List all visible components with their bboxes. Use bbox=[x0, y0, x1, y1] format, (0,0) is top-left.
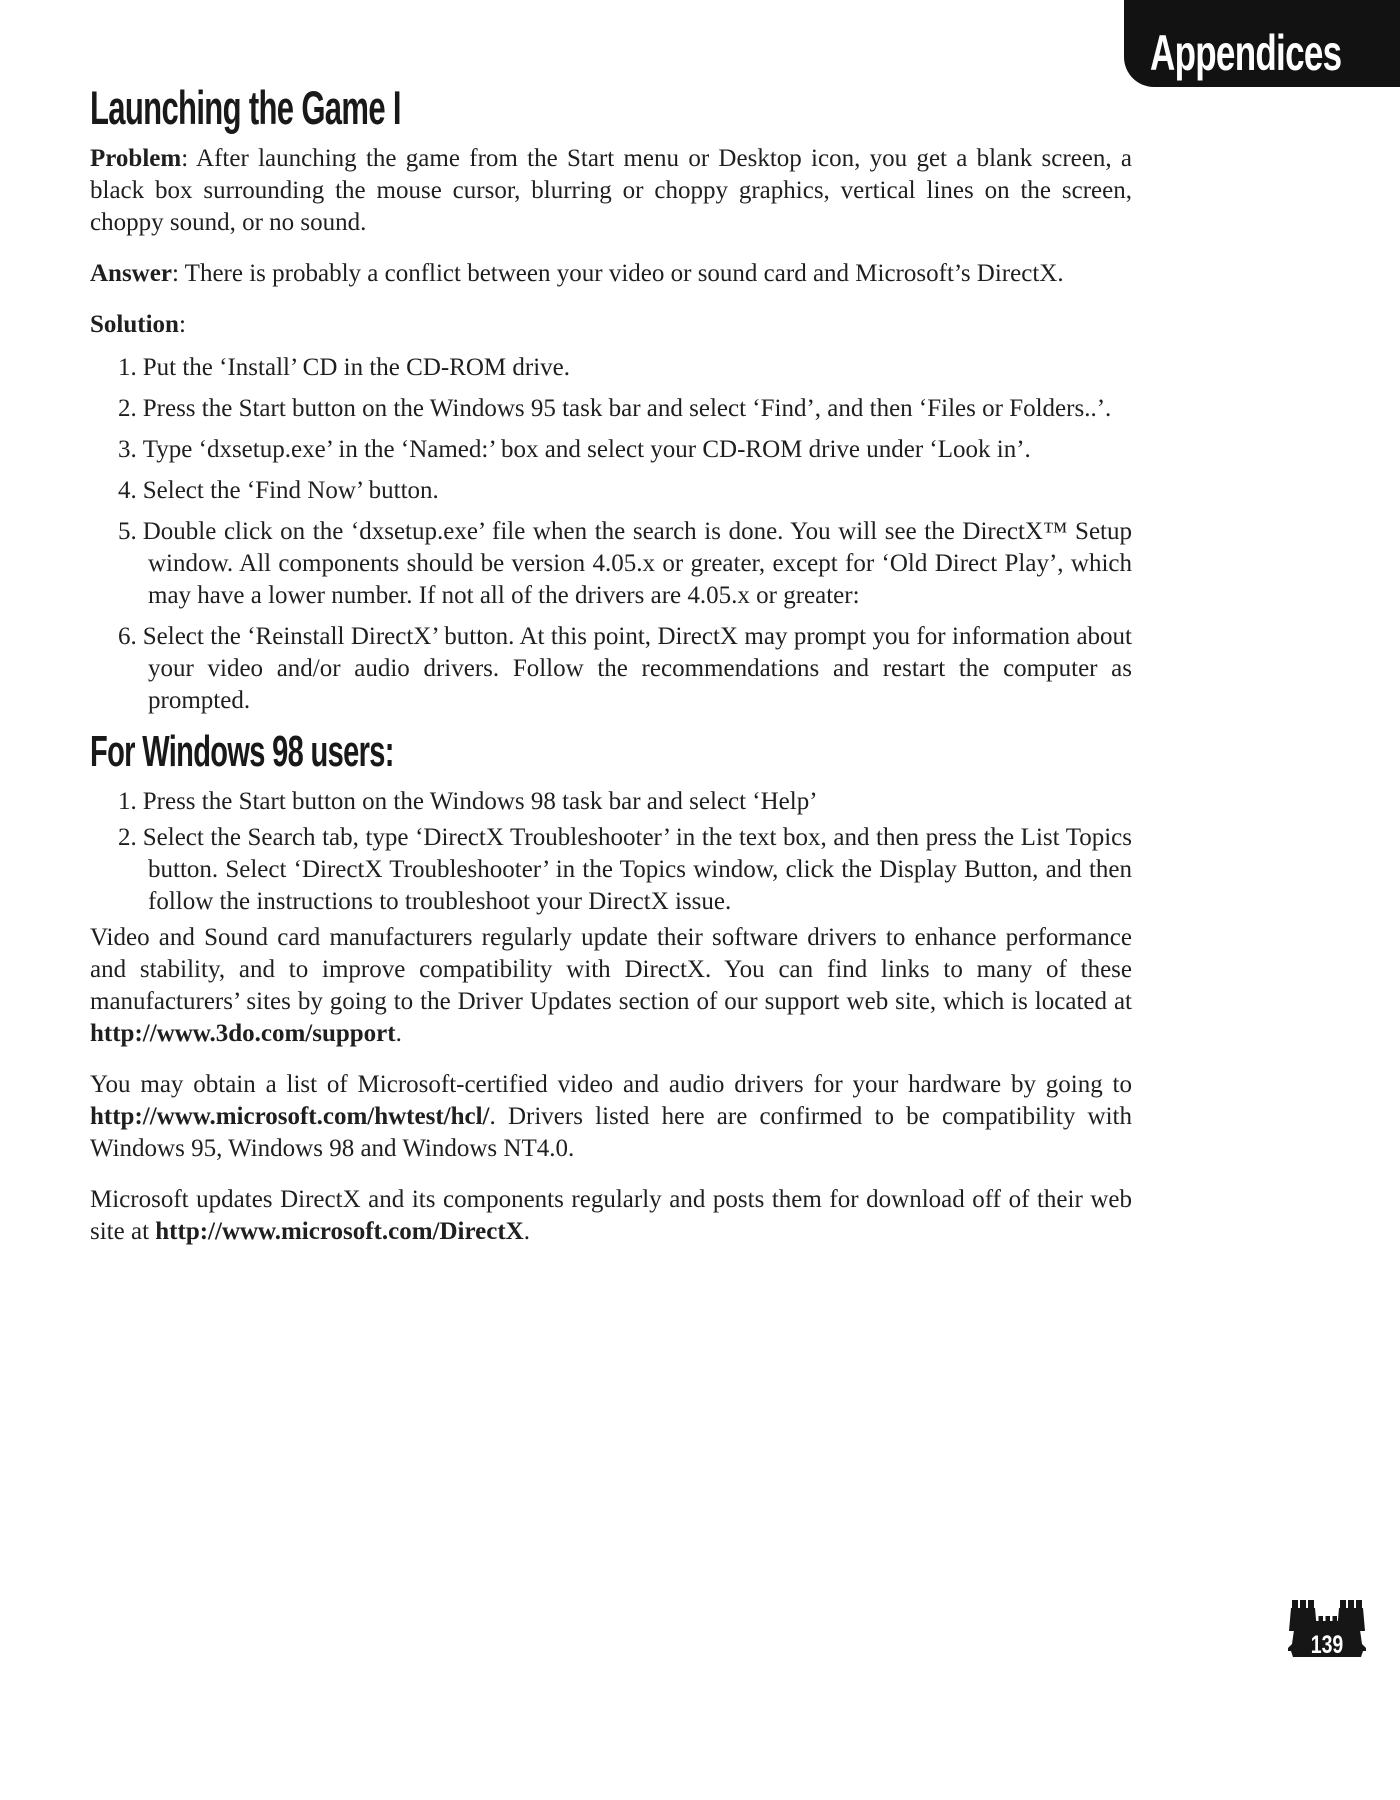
step-number: 2. bbox=[118, 395, 137, 423]
heading-text: Launching the Game I bbox=[90, 81, 401, 134]
directx-download-paragraph bbox=[90, 1184, 1132, 1248]
step-number: 1. bbox=[118, 788, 137, 816]
bold-text-run: http://www.microsoft.com/DirectX bbox=[155, 1218, 524, 1246]
heading-text: For Windows 98 users: bbox=[90, 727, 394, 777]
solution-label bbox=[90, 309, 1132, 341]
text-run: : After launching the game from the Start menu or Desktop icon, you get a blank screen, a black box surrounding the mouse cursor, blurring or choppy graphics, vertical lines on the screen, choppy sound, or no sound. bbox=[90, 145, 1132, 237]
text-run: You may obtain a list of Microsoft-certified video and audio drivers for your hardware by going to bbox=[90, 1071, 1132, 1099]
step-item bbox=[90, 352, 1132, 384]
step-number: 4. bbox=[118, 477, 137, 505]
heading-windows98-users bbox=[90, 726, 1132, 778]
step-item bbox=[90, 822, 1132, 918]
bold-text-run: http://www.3do.com/support bbox=[90, 1020, 396, 1048]
step-number: 1. bbox=[118, 354, 137, 382]
text-run: Video and Sound card manufacturers regularly update their software drivers to enhance performance and stability, and to improve compatibility with DirectX. You can find links to many of these manufacturers’ sites by going to the Driver Updates section of our support web site, which is located at bbox=[90, 924, 1132, 1016]
step-text: Type ‘dxsetup.exe’ in the ‘Named:’ box and select your CD-ROM drive under ‘Look in’. bbox=[142, 436, 1031, 464]
step-text: Press the Start button on the Windows 98 task bar and select ‘Help’ bbox=[142, 788, 818, 816]
heading-launching-the-game bbox=[90, 80, 1132, 135]
page-number: 139 bbox=[1310, 1630, 1344, 1659]
text-run: . bbox=[523, 1218, 530, 1246]
text-run: Microsoft updates DirectX and its components regularly and posts them for download off of their web site at bbox=[90, 1186, 1132, 1246]
bold-text-run: Solution bbox=[90, 311, 179, 339]
bold-text-run: http://www.microsoft.com/hwtest/hcl/ bbox=[90, 1103, 490, 1131]
text-run: : There is probably a conflict between your video or sound card and Microsoft’s DirectX. bbox=[171, 260, 1064, 288]
step-item bbox=[90, 516, 1132, 612]
text-run: . Drivers listed here are confirmed to be compatibility with Windows 95, Windows 98 and Windows NT4.0. bbox=[90, 1103, 1132, 1163]
answer-paragraph bbox=[90, 258, 1132, 290]
solution-steps-list bbox=[90, 352, 1132, 717]
text-run: . bbox=[395, 1020, 402, 1048]
step-text: Select the Search tab, type ‘DirectX Troubleshooter’ in the text box, and then press the List Topics button. Select ‘DirectX Troubleshooter’ in the Topics window, click the Display Button, and then follow the instructions to troubleshoot your DirectX issue. bbox=[142, 824, 1132, 916]
castle-icon bbox=[1287, 1598, 1367, 1664]
step-text: Put the ‘Install’ CD in the CD-ROM drive. bbox=[142, 354, 571, 382]
step-item bbox=[90, 393, 1132, 425]
step-number: 2. bbox=[118, 824, 137, 852]
text-run: : bbox=[178, 311, 186, 339]
hwtest-paragraph bbox=[90, 1069, 1132, 1165]
page-content bbox=[90, 80, 1132, 1267]
step-number: 3. bbox=[118, 436, 137, 464]
step-item bbox=[90, 621, 1132, 717]
bold-text-run: Problem bbox=[90, 145, 182, 173]
step-item bbox=[90, 786, 1132, 818]
problem-paragraph bbox=[90, 143, 1132, 239]
step-number: 6. bbox=[118, 623, 137, 651]
step-item bbox=[90, 475, 1132, 507]
step-text: Select the ‘Reinstall DirectX’ button. At this point, DirectX may prompt you for information about your video and/or audio drivers. Follow the recommendations and restart the computer as prompted. bbox=[142, 623, 1132, 715]
appendices-banner bbox=[1124, 0, 1400, 87]
step-item bbox=[90, 434, 1132, 466]
bold-text-run: Answer bbox=[90, 260, 172, 288]
banner-title: Appendices bbox=[1150, 25, 1342, 81]
castle-icon-svg bbox=[1287, 1598, 1367, 1664]
driver-updates-paragraph bbox=[90, 922, 1132, 1050]
step-text: Double click on the ‘dxsetup.exe’ file when the search is done. You will see the DirectX™ Setup window. All components should be version 4.05.x or greater, except for ‘Old Direct Play’, which may have a lower number. If not all of the drivers are 4.05.x or greater: bbox=[142, 518, 1132, 610]
step-number: 5. bbox=[118, 518, 137, 546]
step-text: Select the ‘Find Now’ button. bbox=[142, 477, 439, 505]
windows98-steps-list bbox=[90, 786, 1132, 918]
step-text: Press the Start button on the Windows 95 task bar and select ‘Find’, and then ‘Files or Folders..’. bbox=[142, 395, 1112, 423]
